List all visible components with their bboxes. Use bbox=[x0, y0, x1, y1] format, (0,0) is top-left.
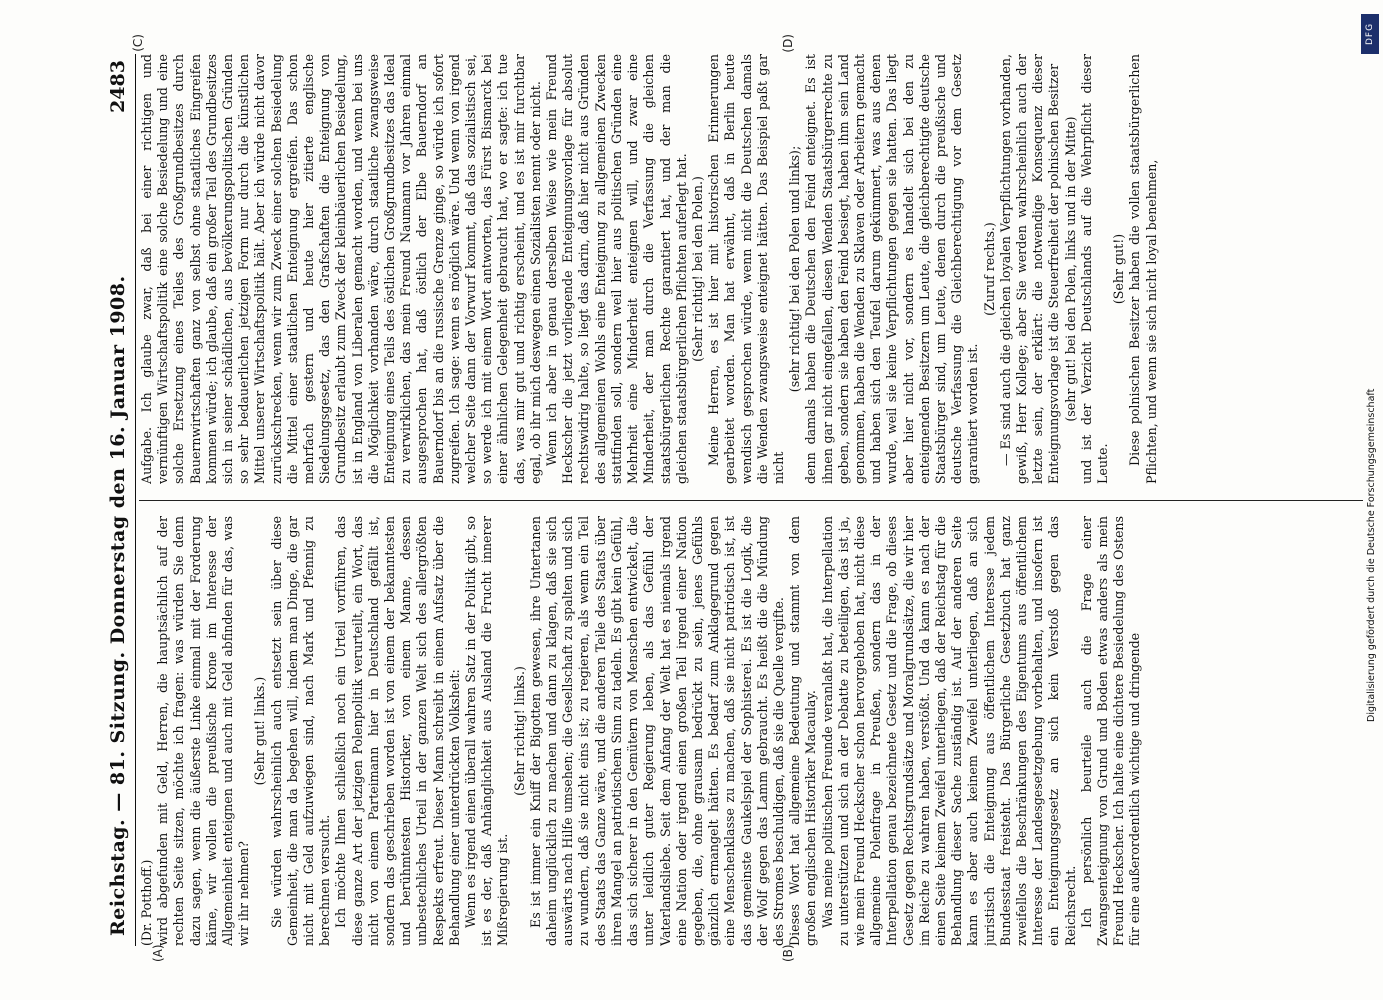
paragraph: Dieses Wort hat allgemeine Bedeutung und stammt von dem großen englischen Historiker Macaulay. bbox=[787, 516, 819, 946]
text-columns bbox=[139, 54, 1363, 946]
paragraph: Wenn ich aber in genau derselben Weise wie mein Freund Heckscher die jetzt vorliegende Enteignungsvorlage für absolut rechtswidrig halte, so liegt das darin, daß hier nicht aus Gründen des allgemeinen Wohls eine Enteignung zu allgemeinen Zwecken stattfinden soll, sondern weil hier aus politischen Gründen eine Mehrheit eine Minderheit enteignen will, und zwar eine Minderheit, der man durch die Verfassung die gleichen staatsbürgerlichen Rechte garantiert hat, und der man die gleichen staatsbürgerlichen Pflichten auferlegt hat. bbox=[544, 54, 689, 484]
page-title: Reichstag. — 81. Sitzung. Donnerstag den 16. Januar 1908. bbox=[107, 275, 129, 936]
margin-marker-b: (B) bbox=[781, 944, 795, 962]
dfg-logo: DFG bbox=[1361, 14, 1379, 54]
paragraph: Was meine politischen Freunde veranlaßt hat, die Interpellation zu unterstützen und sich an der Debatte zu beteiligen, das ist ja, wie mein Freund Heckscher schon hervorgehoben hat, nicht diese allgemeine Polenfrage in Preußen, sondern das in der Interpellation genau bezeichnete Gesetz und die Frage, ob dieses Gesetz gegen Rechtsgrundsätze und Moralgrundsätze, die wir hier im Reiche zu wahren haben, verstößt. Und da kann es nach der einen Seite keinem Zweifel unterliegen, daß der Reichstag für die Behandlung dieser Sache zuständig ist. Auf der anderen Seite kann es aber auch keinem Zweifel unterliegen, daß an sich juristisch die Enteignung aus öffentlichem Interesse jedem Bundesstaat freisteht. Das Bürgerliche Gesetzbuch hat ganz zweifellos die Beschränkungen des Eigentums aus öffentlichem Interesse der Landesgesetzgebung vorbehalten, und insofern ist ein Enteignungsgesetz an sich kein Verstoß gegen das Reichsrecht. bbox=[819, 516, 1078, 946]
column-divider bbox=[139, 500, 1363, 501]
margin-marker-d: (D) bbox=[781, 34, 795, 53]
interjection: (Zuruf rechts.) bbox=[981, 222, 997, 316]
interjection: (sehr gut! bei den Polen, links und in der Mitte) bbox=[1062, 116, 1078, 422]
left-column bbox=[139, 516, 1363, 946]
digitization-credit bbox=[1357, 6, 1381, 996]
rotated-page bbox=[91, 34, 1371, 962]
right-column bbox=[139, 54, 1363, 484]
paragraph: Ich möchte Ihnen schließlich noch ein Urteil vorführen, das diese ganze Art der jetzigen Polenpolitik verurteilt, ein Wort, das nicht von einem Parteimann hier in Deutschland gefällt ist, sondern das geschrieben worden ist von einem der bekanntesten und berühmtesten Historiker, von einem Manne, dessen unbestechliches Urteil in der ganzen Welt sich des allergrößten Respekts erfreut. Dieser Mann schreibt in einem Aufsatz über die Behandlung einer unterdrückten Volksheit: bbox=[333, 516, 462, 946]
paragraph: — Es sind auch die gleichen loyalen Verpflichtungen vorhanden, gewiß, Herr Kollege; aber Sie werden wahrscheinlich auch der letzte sein, der erklärt: die notwendige Konsequenz dieser Enteignungsvorlage ist die Steuerfreiheit der polnischen Besitzer bbox=[997, 54, 1062, 484]
margin-marker-c: (C) bbox=[131, 34, 145, 52]
credit-text: Digitalisierung gefördert durch die Deutsche Forschungsgemeinschaft bbox=[1366, 388, 1377, 722]
paragraph: wird abgefunden mit Geld, Herren, die hauptsächlich auf der rechten Seite sitzen, möchte ich fragen: was würden Sie denn dazu sagen, wenn die äußerste Linke einmal mit der Forderung käme, wir wollen die preußische Krone im Interesse der Allgemeinheit enteignen und auch mit Geld abfinden für das, was wir ihr nehmen? bbox=[155, 516, 252, 946]
paragraph: Aufgabe. Ich glaube zwar, daß bei einer richtigen und vernünftigen Wirtschaftspolitik eine solche Besiedelung und eine solche Ersetzung eines Teiles des Großgrundbesitzes durch Bauernwirtschaften ganz von selbst ohne staatliches Eingreifen kommen würde; ich glaube, daß ein großer Teil des Grundbesitzes sich in seiner schädlichen, aus bevölkerungspolitischen Gründen so sehr bedauerlichen jetzigen Form nur durch die künstlichen Mittel unserer Wirtschaftspolitik hält. Aber ich würde nicht davor zurückschrecken, wenn wir zum Zweck einer solchen Besiedelung die Mittel einer staatlichen Enteignung ergreifen. Das schon mehrfach gestern und heute hier zitierte englische Siedelungsgesetz, das den Grafschaften die Enteignung von Grundbesitz erlaubt zum Zweck der kleinbäuerlichen Besiedelung, ist in England von Liberalen gemacht worden, und wenn bei uns die Möglichkeit vorhanden wäre, durch staatliche zwangsweise Enteignung eines Teils des östlichen Großgrundbesitzes das Ideal zu verwirklichen, das mein Freund Naumann vor Jahren einmal ausgesprochen hat, daß östlich der Elbe Bauerndorf an Bauerndorf bis an die russische Grenze ginge, so würde ich sofort zugreifen. Ich sage: wenn es möglich wäre. Und wenn von irgend welcher Seite dann der Vorwurf kommt, daß das sozialistisch sei, so werde ich mit einem Wort antworten, das Fürst Bismarck bei einer ähnlichen Gelegenheit gebraucht hat, wo er sagte: ich tue das, was mir gut und richtig erscheint, und es ist mir furchtbar egal, ob ihr mich deswegen einen Sozialisten nennt oder nicht. bbox=[139, 54, 543, 484]
speaker-label: (Dr. Potthoff.) bbox=[139, 859, 154, 946]
paragraph: Meine Herren, es ist hier mit historischen Erinnerungen gearbeitet worden. Man hat erwähnt, daß in Berlin heute wendisch gesprochen würde, wenn nicht die Deutschen damals die Wenden zwangsweise enteignet hätten. Das Beispiel paßt gar nicht bbox=[706, 54, 786, 484]
paragraph: und ist der Verzicht Deutschlands auf die Wehrpflicht dieser Leute. bbox=[1078, 54, 1110, 484]
interjection: (Sehr gut!) bbox=[1111, 233, 1127, 305]
interjection: (Sehr gut! links.) bbox=[252, 676, 268, 786]
quotation: Wenn es irgend einen überall wahren Satz in der Politik gibt, so ist es der, daß Anhänglichkeit aus Ausland die Frucht innerer Mißregierung ist. bbox=[463, 516, 511, 946]
margin-marker-a: (A) bbox=[151, 944, 165, 962]
interjection: (Sehr richtig! bei den Polen.) bbox=[689, 176, 705, 362]
interjection: (sehr richtig! bei den Polen und links); bbox=[787, 145, 803, 393]
interjection: (Sehr richtig! links.) bbox=[511, 666, 527, 796]
paragraph: Sie würden wahrscheinlich auch entsetzt sein über diese Gemeinheit, die man da begehen will, indem man Dinge, die gar nicht mit Geld aufzuwiegen sind, nach Mark und Pfennig zu berechnen versucht. bbox=[268, 516, 333, 946]
paragraph: Diese polnischen Besitzer haben die vollen staatsbürgerlichen Pflichten, und wenn sie sich nicht loyal benehmen, bbox=[1127, 54, 1159, 484]
page-number: 2483 bbox=[107, 60, 129, 113]
paragraph: denn damals haben die Deutschen den Feind enteignet. Es ist ihnen gar nicht eingefallen, diesen Wenden Staatsbürgerrechte zu geben, sondern sie haben den Feind besiegt, haben ihm sein Land genommen, haben die Wenden zu Sklaven oder Arbeitern gemacht und haben sich den Teufel darum gekümmert, was aus denen wurde, weil sie keine Verpflichtungen gegen sie hatten. Das liegt aber hier nicht vor, sondern es handelt sich bei den zu enteignenden Besitzern um Leute, die gleichberechtigte deutsche Staatsbürger sind, um Leute, denen durch die preußische und deutsche Verfassung die Gleichberechtigung vor dem Gesetz garantiert worden ist. bbox=[803, 54, 981, 484]
page-header bbox=[101, 54, 136, 946]
paragraph: Ich persönlich beurteile auch die Frage einer Zwangsenteignung von Grund und Boden etwas anders als mein Freund Heckscher. Ich halte eine dichtere Besiedelung des Ostens für eine außerordentlich wichtige und dringende bbox=[1078, 516, 1143, 946]
quotation: Es ist immer ein Kniff der Bigotten gewesen, ihre Untertanen daheim unglücklich zu machen und dann zu klagen, daß sie sich auswärts nach Hilfe umsehen; die Gesellschaft zu spalten und sich zu wundern, daß sie nicht eins ist; zu regieren, als wenn ein Teil des Staats das Ganze wäre, und die anderen Teile des Staats über ihren Mangel an patriotischem Sinn zu tadeln. Es gibt kein Gefühl, das sich sicherer in den Gemütern von Menschen entwickelt, die unter leidlich guter Regierung leben, als das Gefühl der Vaterlandsliebe. Seit dem Anfang der Welt hat es niemals irgend eine Nation oder irgend einen großen Teil irgend einer Nation gegeben, die, ohne grausam bedrückt zu sein, jenes Gefühls gänzlich ermangelt hätten. Es bedarf zum Anklagegrund gegen eine Menschenklasse zu machen, daß sie nicht patriotisch ist, ist das gemeinste Gaukelspiel der Sophisterei. Es ist die Logik, die der Wolf gegen das Lamm gebraucht. Es heißt die die Mündung des Stromes beschuldigen, daß sie die Quelle vergifte. bbox=[527, 516, 786, 946]
